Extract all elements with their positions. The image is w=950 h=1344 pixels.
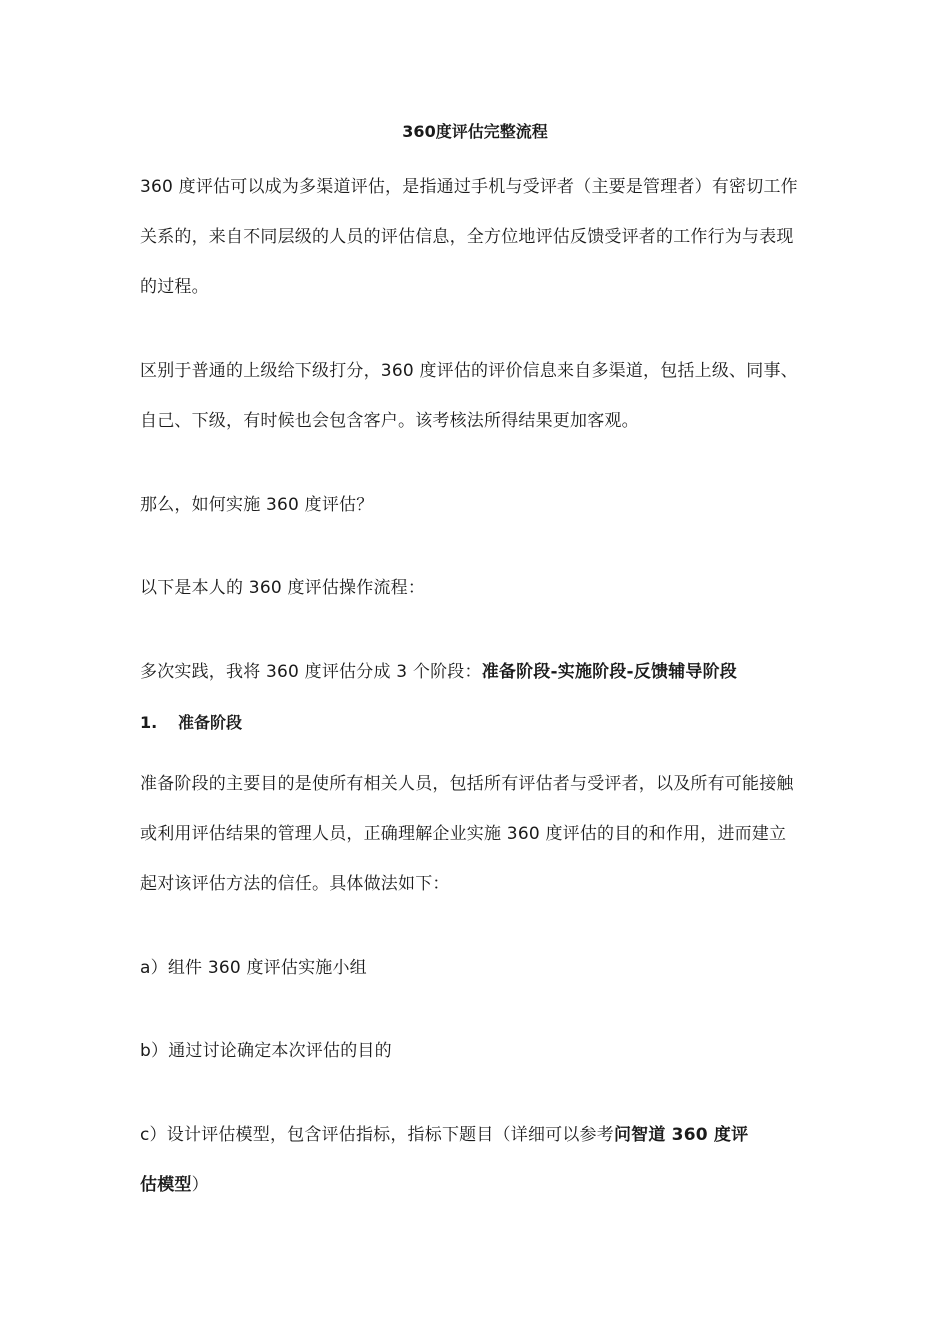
list-item-c-prefix: c）设计评估模型，包含评估指标，指标下题目（详细可以参考 xyxy=(140,1125,614,1145)
stages-paragraph xyxy=(140,647,802,697)
list-item-c-bold: 问智道 360 度评估模型 xyxy=(140,1125,749,1195)
difference-paragraph: 区别于普通的上级给下级打分，360 度评估的评价信息来自多渠道，包括上级、同事、自己、下级，有时候也会包含客户。该考核法所得结果更加客观。 xyxy=(140,361,798,431)
list-item-b: b）通过讨论确定本次评估的目的 xyxy=(140,1041,392,1061)
process-intro-paragraph: 以下是本人的 360 度评估操作流程： xyxy=(140,578,426,598)
document-title: 360度评估完整流程 xyxy=(402,122,548,141)
section-1-number: 1. xyxy=(140,713,158,732)
stages-prefix: 多次实践，我将 360 度评估分成 3 个阶段： xyxy=(140,662,482,682)
list-item-c-suffix: ） xyxy=(191,1175,209,1195)
section-1-title: 准备阶段 xyxy=(178,713,243,732)
list-item-a: a）组件 360 度评估实施小组 xyxy=(140,958,367,978)
section-1-body: 准备阶段的主要目的是使所有相关人员，包括所有评估者与受评者，以及所有可能接触或利用评估结果的管理人员，正确理解企业实施 360 度评估的目的和作用，进而建立起对该评估方法的信任。具体做法如下： xyxy=(140,774,794,894)
intro-paragraph: 360 度评估可以成为多渠道评估，是指通过手机与受评者（主要是管理者）有密切工作关系的，来自不同层级的人员的评估信息，全方位地评估反馈受评者的工作行为与表现的过程。 xyxy=(140,177,798,297)
question-paragraph: 那么，如何实施 360 度评估？ xyxy=(140,495,374,515)
stages-bold: 准备阶段-实施阶段-反馈辅导阶段 xyxy=(481,662,737,682)
list-item-c xyxy=(140,1110,760,1210)
section-1-heading xyxy=(140,710,242,736)
